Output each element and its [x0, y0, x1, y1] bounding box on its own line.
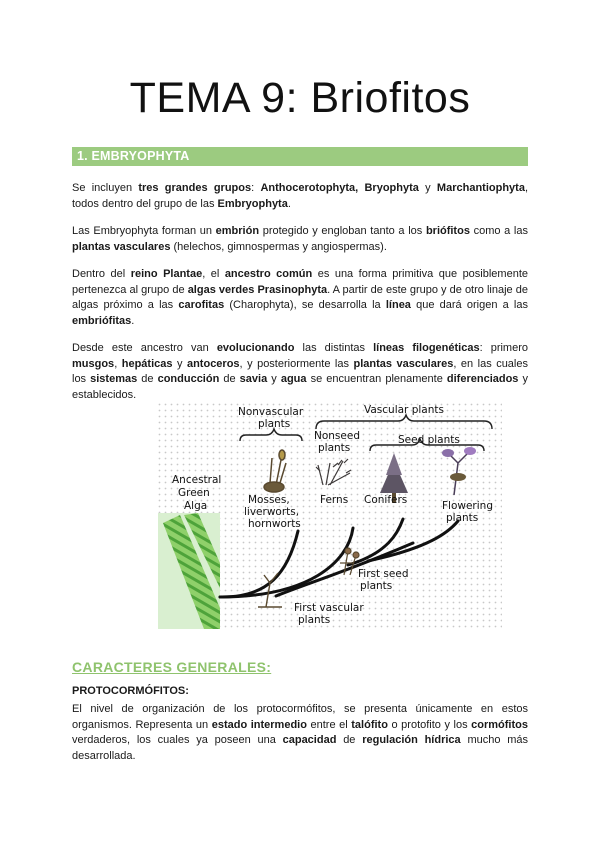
label-mosses-line1: Mosses, — [248, 494, 290, 506]
label-mosses-line3: hornworts — [248, 518, 301, 530]
section-heading-caracteres: CARACTERES GENERALES: — [72, 659, 272, 675]
phylogeny-figure — [158, 403, 502, 629]
label-flowering-line1: Flowering — [442, 500, 493, 512]
label-nonvascular-line2: plants — [258, 418, 291, 430]
label-first-vascular-line1: First vascular — [294, 602, 364, 614]
label-nonseed-line1: Nonseed — [314, 430, 360, 442]
paragraph-ancestor: Dentro del reino Plantae, el ancestro común es una forma primitiva que posiblemente pertenezca al grupo de algas verdes Prasinophyta. A partir de este grupo y de otro linaje de algas próximo a las carofitas (Charophyta), se desarrolla la línea que dará origen a las embriófitas. — [72, 268, 528, 327]
label-mosses-line2: liverworts, — [244, 506, 300, 518]
label-first-seed-line2: plants — [360, 580, 393, 592]
paragraph-evolution: Desde este ancestro van evolucionando las distintas líneas filogenéticas: primero musgos, hepáticas y antoceros, y posteriormente las plantas vasculares, en las cuales los sistemas de conducción de savia y agua se encuentran plenamente diferenciados y establecidos. — [72, 342, 528, 401]
label-ferns: Ferns — [320, 494, 349, 506]
section-heading-embryophyta: 1. EMBRYOPHYTA — [77, 149, 190, 163]
ancestral-alga-image — [158, 513, 220, 629]
paragraph-embryo: Las Embryophyta forman un embrión protegido y engloban tanto a los briófitos como a las plantas vasculares (helechos, gimnospermas y angiospermas). — [72, 225, 528, 253]
section-heading-bar — [72, 147, 528, 166]
label-nonvascular-line1: Nonvascular — [238, 406, 304, 418]
label-vascular: Vascular plants — [364, 404, 444, 416]
label-seed-plants: Seed plants — [398, 434, 460, 446]
label-ancestral-line1: Ancestral — [172, 474, 222, 486]
label-first-vascular-line2: plants — [298, 614, 331, 626]
label-flowering-line2: plants — [446, 512, 479, 524]
paragraph-protocormofitos: El nivel de organización de los protocormófitos, se presenta únicamente en estos organismos. Representa un estado intermedio entre el talófito o protofito y los cormófitos verdaderos, los cuales ya poseen una capacidad de regulación hídrica mucho más desarrollada. — [72, 703, 529, 762]
label-ancestral-line3: Alga — [184, 500, 208, 512]
paragraph-groups: Se incluyen tres grandes grupos: Anthocerotophyta, Bryophyta y Marchantiophyta, todos dentro del grupo de las Embryophyta. — [72, 182, 528, 210]
label-conifers: Conifers — [364, 494, 408, 506]
label-nonseed-line2: plants — [318, 442, 351, 454]
subheading-protocormofitos: PROTOCORMÓFITOS: — [72, 685, 189, 697]
label-first-seed-line1: First seed — [358, 568, 409, 580]
page-title: TEMA 9: Briofitos — [129, 74, 471, 122]
label-ancestral-line2: Green — [178, 487, 210, 499]
